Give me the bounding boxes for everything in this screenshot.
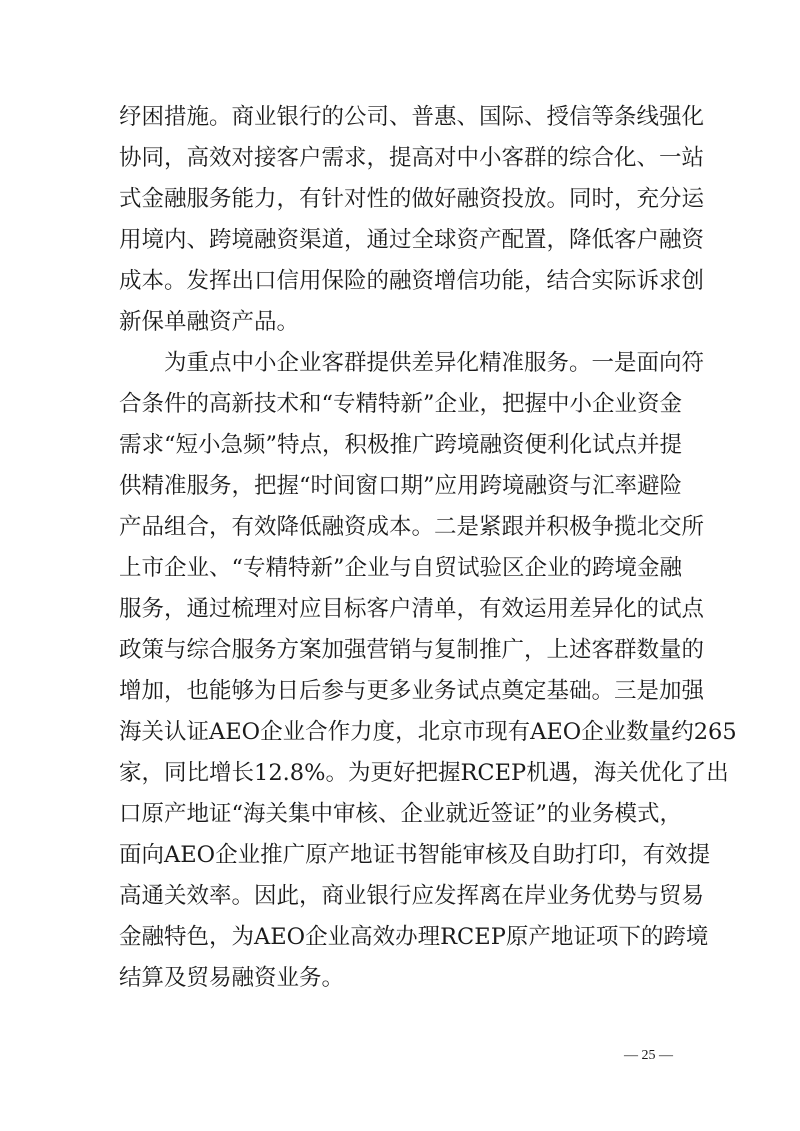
- body-text-line: 结算及贸易融资业务。: [119, 965, 345, 991]
- body-text-line: 增加，也能够为日后参与更多业务试点奠定基础。三是加强: [119, 678, 705, 704]
- body-text-line: 用境内、跨境融资渠道，通过全球资产配置，降低客户融资: [119, 227, 705, 253]
- body-text-line: 成本。发挥出口信用保险的融资增信功能，结合实际诉求创: [119, 268, 705, 294]
- body-text-line: 新保单融资产品。: [119, 309, 300, 335]
- body-text-line: 家，同比增长12.8%。为更好把握RCEP机遇，海关优化了出: [119, 760, 729, 786]
- body-text-line: 需求“短小急频”特点，积极推广跨境融资便利化试点并提: [119, 432, 683, 458]
- page-number: — 25 —: [624, 1048, 673, 1063]
- body-text-line: 产品组合，有效降低融资成本。二是紧跟并积极争揽北交所: [119, 514, 705, 540]
- body-text-line: 合条件的高新技术和“专精特新”企业，把握中小企业资金: [119, 391, 683, 417]
- body-text-line: 式金融服务能力，有针对性的做好融资投放。同时，充分运: [119, 186, 705, 212]
- paragraph-first-line: 为重点中小企业客群提供差异化精准服务。一是面向符: [164, 350, 705, 376]
- body-text-line: 政策与综合服务方案加强营销与复制推广，上述客群数量的: [119, 637, 705, 663]
- body-text-line: 金融特色，为AEO企业高效办理RCEP原产地证项下的跨境: [119, 924, 709, 950]
- body-text-line: 服务，通过梳理对应目标客户清单，有效运用差异化的试点: [119, 596, 705, 622]
- body-text-line: 上市企业、“专精特新”企业与自贸试验区企业的跨境金融: [119, 555, 683, 581]
- body-text-line: 高通关效率。因此，商业银行应发挥离在岸业务优势与贸易: [119, 883, 705, 909]
- body-text-line: 口原产地证“海关集中审核、企业就近签证”的业务模式，: [119, 801, 683, 827]
- body-text-line: 协同，高效对接客户需求，提高对中小客群的综合化、一站: [119, 145, 705, 171]
- body-text-line: 供精准服务，把握“时间窗口期”应用跨境融资与汇率避险: [119, 473, 683, 499]
- body-text-line: 海关认证AEO企业合作力度，北京市现有AEO企业数量约265: [119, 719, 737, 745]
- body-text-line: 面向AEO企业推广原产地证书智能审核及自助打印，有效提: [119, 842, 711, 868]
- body-text-line: 纾困措施。商业银行的公司、普惠、国际、授信等条线强化: [119, 104, 705, 130]
